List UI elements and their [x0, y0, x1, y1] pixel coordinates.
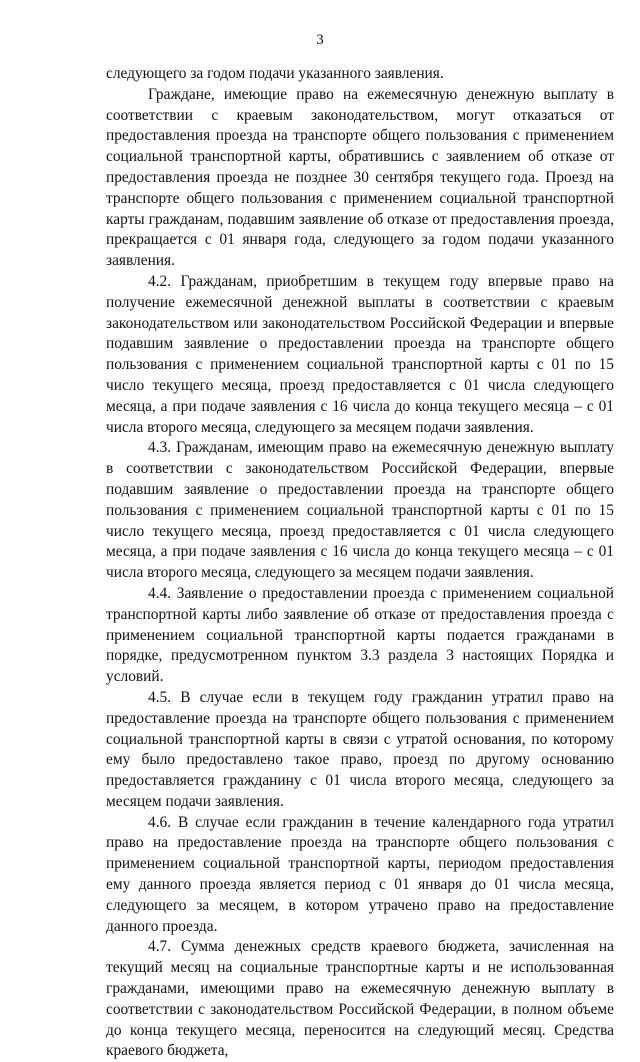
- paragraph-4-3: 4.3. Гражданам, имеющим право на ежемесячную денежную выплату в соответствии с законодательством Российской Федерации, впервые подавшим заявление о предоставлении проезда на транспорте общего пользования с применением социальной транспортной карты с 01 по 15 число текущего месяца, проезд предоставляется с 01 числа следующего месяца, а при подаче заявления с 16 числа до конца текущего месяца – с 01 числа второго месяца, следующего за месяцем подачи заявления.: [106, 439, 614, 582]
- paragraph-continuation: следующего за годом подачи указанного заявления.: [106, 65, 444, 82]
- paragraph-4-4: 4.4. Заявление о предоставлении проезда с применением социальной транспортной карты либо заявление об отказе от предоставления проезда с применением социальной транспортной карты подается гражданами в порядке, предусмотренном пунктом 3.3 раздела 3 настоящих Порядка и условий.: [106, 584, 614, 686]
- page-number: 3: [316, 32, 324, 48]
- paragraph-4-5: 4.5. В случае если в текущем году гражданин утратил право на предоставление проезда на транспорте общего пользования с применением социальной транспортной карты в связи с утратой основания, по которому ему было предоставлено такое право, проезд по другому основанию предоставляется гражданину с 01 числа второго месяца, следующего за месяцем подачи заявления.: [106, 688, 614, 810]
- paragraph-4-6: 4.6. В случае если гражданин в течение календарного года утратил право на предоставление проезда на транспорте общего пользования с применением социальной транспортной карты, периодом предоставления ему данного проезда является период с 01 января до 01 числа месяца, следующего за месяцем, в котором утрачено право на предоставление данного проезда.: [106, 813, 614, 935]
- document-body: [106, 64, 614, 1062]
- paragraph-refusal-of-travel: Граждане, имеющие право на ежемесячную денежную выплату в соответствии с краевым законодательством, могут отказаться от предоставления проезда на транспорте общего пользования с применением социальной транспортной карты, обратившись с заявлением об отказе от предоставления проезда не позднее 30 сентября текущего года. Проезд на транспорте общего пользования с применением социальной транспортной карты гражданам, подавшим заявление об отказе от предоставления проезда, прекращается с 01 января года, следующего за годом подачи указанного заявления.: [106, 85, 614, 270]
- paragraph-4-2: 4.2. Гражданам, приобретшим в текущем году впервые право на получение ежемесячной денежной выплаты в соответствии с краевым законодательством или законодательством Российской Федерации и впервые подавшим заявление о предоставлении проезда на транспорте общего пользования с применением социальной транспортной карты с 01 по 15 число текущего месяца, проезд предоставляется с 01 числа следующего месяца, а при подаче заявления с 16 числа до конца текущего месяца – с 01 числа второго месяца, следующего за месяцем подачи заявления.: [106, 272, 614, 436]
- paragraph-4-7: 4.7. Сумма денежных средств краевого бюджета, зачисленная на текущий месяц на социальные транспортные карты и не использованная гражданами, имеющими право на ежемесячную денежную выплату в соответствии с законодательством Российской Федерации, в полном объеме до конца текущего месяца, переносится на следующий месяц. Средства краевого бюджета,: [106, 938, 614, 1060]
